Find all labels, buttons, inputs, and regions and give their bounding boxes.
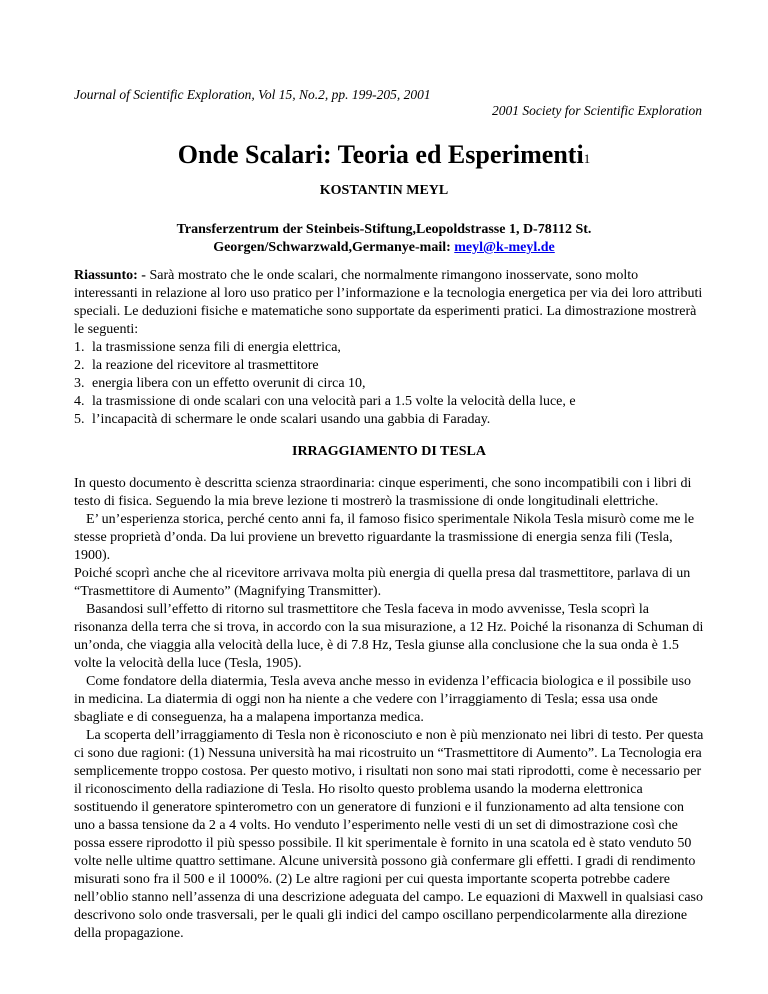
- list-number: 1.: [74, 340, 85, 355]
- demonstration-list: [74, 339, 704, 429]
- paragraph: In questo documento è descritta scienza straordinaria: cinque esperimenti, che sono incompatibili con i libri di testo di fisica. Seguendo la mia breve lezione ti mostrerò la trasmissione di onde longitudinali elettriche.: [74, 476, 692, 509]
- list-item: [74, 375, 704, 393]
- list-text: l’incapacità di schermare le onde scalari usando una gabbia di Faraday.: [92, 412, 491, 427]
- list-item: [74, 339, 704, 357]
- journal-header: [74, 87, 704, 119]
- abstract-text: Sarà mostrato che le onde scalari, che normalmente rimangono inosservate, sono molto interessanti in relazione al loro uso pratico per l’informazione e la tecnologia energetica per via dei loro attributi speciali. Le deduzioni fisiche e matematiche sono supportate da esperimenti pratici. La dimostrazione mostrerà le seguenti:: [74, 268, 703, 337]
- list-number: 4.: [74, 394, 85, 409]
- affiliation-location: Georgen/Schwarzwald,Germanye-mail:: [213, 240, 455, 255]
- email-link[interactable]: meyl@k-meyl.de: [454, 240, 555, 255]
- abstract: [74, 267, 704, 339]
- list-item: [74, 411, 704, 429]
- affiliation-line-1: Transferzentrum der Steinbeis-Stiftung,Leopoldstrasse 1, D-78112 St.: [176, 222, 592, 237]
- author-name: KOSTANTIN MEYL: [319, 183, 449, 198]
- paper-title: [0, 140, 768, 170]
- paragraph: E’ un’esperienza storica, perché cento anni fa, il famoso fisico sperimentale Nikola Tesla misurò come me le stesse proprietà d’onda. Da lui proviene un brevetto riguardante la trasmissione di energia senza fili (Tesla, 1900).: [74, 512, 695, 563]
- society-line: 2001 Society for Scientific Exploration: [492, 103, 702, 118]
- paragraph: Basandosi sull’effetto di ritorno sul trasmettitore che Tesla faceva in modo avvenisse, Tesla scoprì la risonanza della terra che si trova, in accordo con la sua misurazione, a 12 Hz. Poiché la risonanza di Schuman di un’onda, che viaggia alla velocità della luce, è di 7.8 Hz, Tesla giunse alla conclusione che la sua onda è 1.5 volte la velocità della luce (Tesla, 1905).: [74, 602, 704, 671]
- list-number: 5.: [74, 412, 85, 427]
- list-item: [74, 393, 704, 411]
- paper-title-text: Onde Scalari: Teoria ed Esperimenti: [177, 140, 584, 169]
- paragraph: La scoperta dell’irraggiamento di Tesla non è riconosciuto e non è più menzionato nei libri di testo. Per questa ci sono due ragioni: (1) Nessuna università ha mai ricostruito un “Trasmettitore di Aumento”. La Tecnologia era semplicemente troppo costosa. Per questo motivo, i risultati non sono mai stati riprodotti, come è necessario per il riconoscimento della radiazione di Tesla. Ho risolto questo problema usando la moderna elettronica sostituendo il generatore spinterometro con un generatore di funzioni e il funzionamento ad alta tensione con uno a bassa tensione da 2 a 4 volts. Ho venduto l’esperimento nelle vesti di un set di dimostrazione così che possa essere riprodotto il più spesso possibile. Il kit sperimentale è fornito in una scatola ed è stato venduto 50 volte nelle ultime quattro settimane. Alcune università possono già confermare gli effetti. I gradi di rendimento misurati sono fra il 500 e il 1000%. (2) Le altre ragioni per cui questa importante scoperta potrebbe cadere nell’oblio stanno nell’assenza di una descrizione adeguata del campo. Le equazioni di Maxwell in qualsiasi caso descrivono solo onde trasversali, per le quali gli indici del campo oscillano perpendicolarmente alla direzione della propagazione.: [74, 728, 704, 941]
- affiliation-line-2: [0, 239, 768, 257]
- affiliation: [0, 221, 768, 257]
- journal-citation: Journal of Scientific Exploration, Vol 15, No.2, pp. 199-205, 2001: [74, 87, 431, 102]
- list-number: 3.: [74, 376, 85, 391]
- list-text: la reazione del ricevitore al trasmettitore: [92, 358, 319, 373]
- paper-body: [74, 267, 704, 943]
- abstract-label: Riassunto: -: [74, 268, 146, 283]
- paragraph: Poiché scoprì anche che al ricevitore arrivava molta più energia di quella presa dal trasmettitore, parlava di un “Trasmettitore di Aumento” (Magnifying Transmitter).: [74, 566, 691, 599]
- list-text: energia libera con un effetto overunit di circa 10,: [92, 376, 366, 391]
- paragraph: Come fondatore della diatermia, Tesla aveva anche messo in evidenza l’efficacia biologica e il possibile uso in medicina. La diatermia di oggi non ha niente a che vedere con l’irraggiamento di Tesla; essa usa onde sbagliate e di conseguenza, ha a malapena importanza medica.: [74, 674, 691, 725]
- section-title: IRRAGGIAMENTO DI TESLA: [292, 444, 486, 459]
- list-item: [74, 357, 704, 375]
- list-text: la trasmissione senza fili di energia elettrica,: [92, 340, 341, 355]
- list-number: 2.: [74, 358, 85, 373]
- list-text: la trasmissione di onde scalari con una velocità pari a 1.5 volte la velocità della luce, e: [92, 394, 576, 409]
- footnote-mark: 1: [583, 151, 591, 166]
